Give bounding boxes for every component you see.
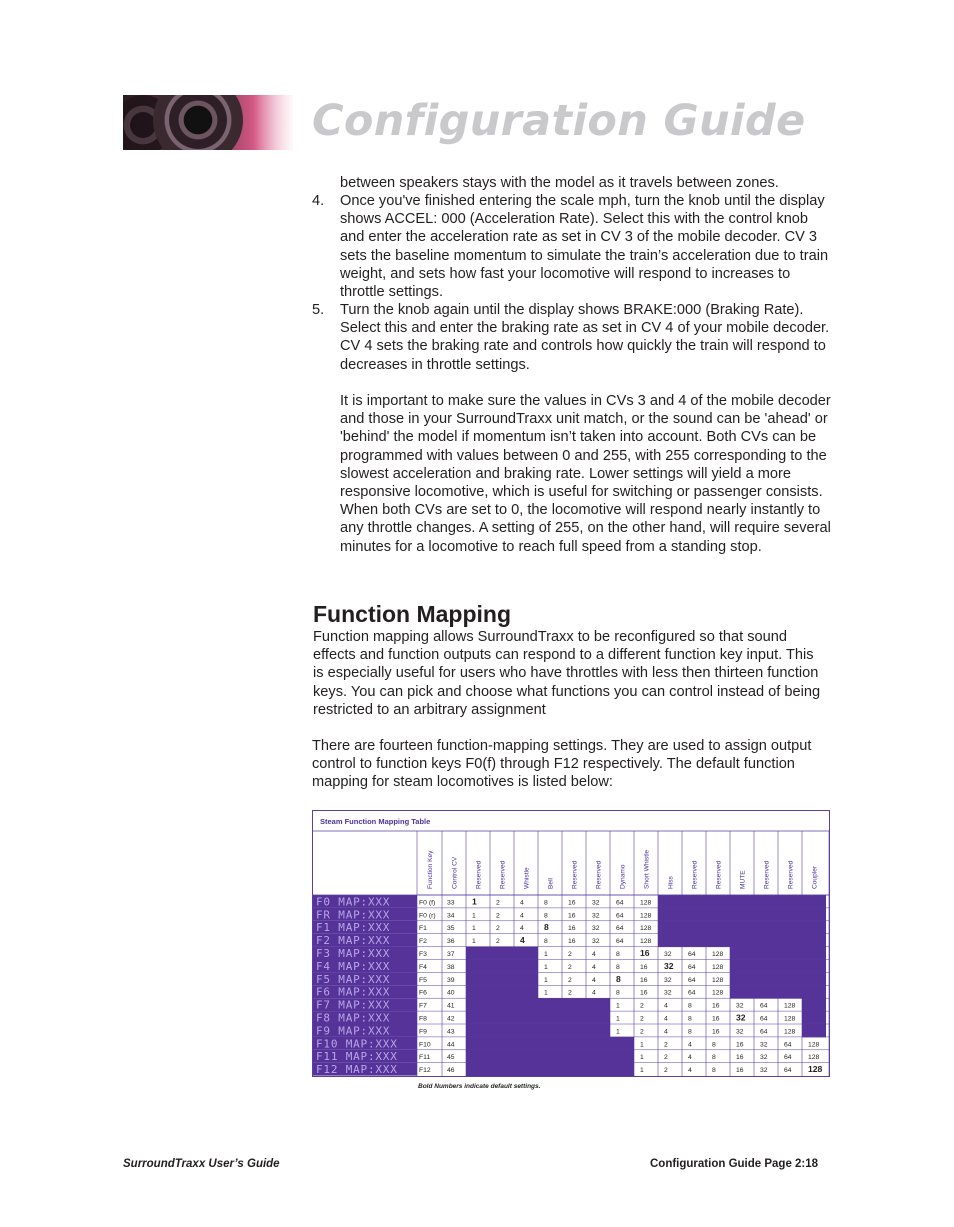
unused-cell [466,1050,490,1063]
unused-cell [706,908,730,921]
unused-cell [754,960,778,973]
lcd-display-text: F10 MAP:XXX [316,1037,398,1051]
lcd-display-text: F5 MAP:XXX [316,972,391,986]
unused-cell [562,1037,586,1050]
function-key-cell: F12 [419,1067,431,1075]
footer-page-number: Configuration Guide Page 2:18 [650,1158,819,1170]
bit-value-cell: 4 [664,1002,668,1010]
unused-cell [514,972,538,985]
bit-value-cell: 2 [568,989,572,997]
unused-cell [682,908,706,921]
bit-value-cell: 32 [760,1054,768,1062]
bit-value-cell: 16 [712,1002,720,1010]
unused-cell [514,1011,538,1024]
bit-value-cell: 64 [784,1041,792,1049]
bit-value-cell: 4 [592,963,596,971]
unused-cell [802,908,826,921]
bit-value-cell: 32 [664,951,672,958]
control-cv-cell: 45 [447,1054,455,1062]
bit-value-cell: 128 [808,1064,823,1075]
bit-value-cell: 16 [568,938,576,946]
bit-value-cell: 8 [544,938,548,946]
unused-cell [466,960,490,973]
bit-value-cell: 2 [640,1015,644,1023]
bit-value-cell: 1 [640,1041,644,1049]
unused-cell [730,947,754,960]
column-header-label: Whistle [523,867,531,889]
bit-value-cell: 2 [568,951,572,958]
control-cv-cell: 42 [447,1015,455,1023]
bit-value-cell: 128 [640,925,652,933]
column-header-label: Reserved [787,860,795,889]
column-header-label: Reserved [475,860,483,889]
unused-cell [514,985,538,998]
unused-cell [754,895,778,908]
bit-value-cell: 1 [544,976,548,984]
lcd-display-text: F1 MAP:XXX [316,921,391,935]
unused-cell [586,1037,610,1050]
bit-value-cell: 64 [688,951,696,958]
function-key-cell: F0 (r) [419,912,436,920]
unused-cell [538,1050,562,1063]
bit-value-cell: 8 [688,1028,692,1036]
function-key-cell: F2 [419,938,427,946]
control-cv-cell: 41 [447,1002,455,1010]
unused-cell [538,1024,562,1037]
bit-value-cell: 1 [616,1028,620,1036]
paragraph-function-mapping-settings: There are fourteen function-mapping settings. They are used to assign output control to function keys F0(f) through F12 respectively. The default function mapping for steam locomotives is listed below: [312,738,812,791]
unused-cell [490,1063,514,1076]
unused-cell [586,998,610,1011]
bit-value-cell: 64 [760,1002,768,1010]
bit-value-cell: 128 [712,963,724,971]
lcd-display-text: FR MAP:XXX [316,908,391,922]
unused-cell [514,947,538,960]
bit-value-cell: 8 [616,973,621,984]
bit-value-cell: 8 [616,951,620,958]
function-key-cell: F1 [419,925,427,933]
unused-cell [802,998,826,1011]
unused-cell [778,960,802,973]
bit-value-cell: 128 [712,976,724,984]
unused-cell [802,895,826,908]
bit-value-cell: 32 [592,925,600,933]
unused-cell [754,985,778,998]
unused-cell [490,972,514,985]
unused-cell [562,1063,586,1076]
control-cv-cell: 38 [447,963,455,971]
bit-value-cell: 16 [640,963,648,971]
function-key-cell: F3 [419,951,427,958]
function-key-cell: F9 [419,1028,427,1036]
unused-cell [802,1024,826,1037]
bit-value-cell: 32 [592,938,600,946]
function-key-cell: F8 [419,1015,427,1023]
control-cv-cell: 43 [447,1028,455,1036]
bit-value-cell: 64 [616,912,624,920]
control-cv-cell: 46 [447,1067,455,1075]
column-header-label: Bell [547,878,555,889]
bit-value-cell: 1 [640,1054,644,1062]
unused-cell [658,908,682,921]
unused-cell [466,1063,490,1076]
bit-value-cell: 32 [760,1067,768,1075]
bit-value-cell: 16 [640,976,648,984]
lcd-display-text: F0 MAP:XXX [316,895,391,909]
bit-value-cell: 8 [688,1015,692,1023]
control-cv-cell: 37 [447,951,455,958]
unused-cell [466,985,490,998]
unused-cell [754,921,778,934]
unused-cell [802,960,826,973]
bit-value-cell: 8 [688,1002,692,1010]
function-key-cell: F6 [419,989,427,997]
unused-cell [466,1037,490,1050]
column-header-label: Reserved [715,860,723,889]
column-header-label: MUTE [739,870,747,889]
paragraph-continued: between speakers stays with the model as it travels between zones. [340,175,779,191]
column-header-label: Control CV [451,856,459,889]
lcd-display-text: F12 MAP:XXX [316,1063,398,1076]
bit-value-cell: 32 [736,1012,746,1023]
bit-value-cell: 128 [808,1041,820,1049]
unused-cell [514,960,538,973]
unused-cell [490,960,514,973]
step-number: 5. [312,302,325,318]
unused-cell [802,947,826,960]
unused-cell [610,1037,634,1050]
unused-cell [802,934,826,947]
unused-cell [490,985,514,998]
unused-cell [778,985,802,998]
column-header-label: Function Key [427,850,434,889]
unused-cell [466,972,490,985]
unused-cell [778,895,802,908]
unused-cell [514,1024,538,1037]
bit-value-cell: 4 [520,925,524,933]
bit-value-cell: 4 [688,1041,692,1049]
unused-cell [466,998,490,1011]
unused-cell [754,908,778,921]
unused-cell [682,934,706,947]
bit-value-cell: 16 [712,1028,720,1036]
unused-cell [706,921,730,934]
unused-cell [802,921,826,934]
page-title: Configuration Guide [312,96,806,146]
step-text: Turn the knob again until the display shows BRAKE:000 (Braking Rate). Select this and enter the braking rate as set in CV 4 of your mobile decoder. CV 4 sets the braking rate and controls how quickly the train will respond to decreases in throttle settings. [340,302,830,373]
bit-value-cell: 32 [592,912,600,920]
bit-value-cell: 2 [664,1041,668,1049]
unused-cell [778,908,802,921]
unused-cell [538,1063,562,1076]
unused-cell [754,947,778,960]
bit-value-cell: 2 [640,1002,644,1010]
bit-value-cell: 16 [568,925,576,933]
bit-value-cell: 1 [472,912,476,920]
bit-value-cell: 16 [712,1015,720,1023]
bit-value-cell: 1 [544,989,548,997]
control-cv-cell: 39 [447,976,455,984]
control-cv-cell: 33 [447,899,455,907]
unused-cell [802,972,826,985]
unused-cell [610,1063,634,1076]
bit-value-cell: 16 [736,1041,744,1049]
bit-value-cell: 128 [712,951,724,958]
bit-value-cell: 4 [592,976,596,984]
bit-value-cell: 64 [616,925,624,933]
unused-cell [514,998,538,1011]
function-key-cell: F10 [419,1041,431,1049]
bit-value-cell: 4 [664,1028,668,1036]
lcd-display-text: F2 MAP:XXX [316,934,391,948]
bit-value-cell: 8 [712,1067,716,1075]
bit-value-cell: 2 [496,899,500,907]
bit-value-cell: 32 [664,960,674,971]
column-header-label: Reserved [691,860,699,889]
function-key-cell: F11 [419,1054,431,1062]
bit-value-cell: 4 [688,1067,692,1075]
bit-value-cell: 1 [640,1067,644,1075]
unused-cell [586,1024,610,1037]
bit-value-cell: 32 [592,899,600,907]
bit-value-cell: 4 [520,899,524,907]
lcd-display-text: F6 MAP:XXX [316,985,391,999]
lcd-display-text: F4 MAP:XXX [316,959,391,973]
lcd-display-text: F11 MAP:XXX [316,1050,398,1064]
bit-value-cell: 16 [736,1067,744,1075]
bit-value-cell: 16 [568,899,576,907]
unused-cell [610,1050,634,1063]
unused-cell [562,1024,586,1037]
control-cv-cell: 40 [447,989,455,997]
bit-value-cell: 2 [568,976,572,984]
unused-cell [706,895,730,908]
header-banner-image [123,95,293,150]
unused-cell [754,972,778,985]
unused-cell [514,1063,538,1076]
bit-value-cell: 128 [640,912,652,920]
bit-value-cell: 8 [544,899,548,907]
column-header-label: Hiss [667,876,675,889]
bit-value-cell: 4 [592,951,596,958]
bit-value-cell: 32 [736,1002,744,1010]
bit-value-cell: 4 [664,1015,668,1023]
paragraph-function-mapping-intro: Function mapping allows SurroundTraxx to be reconfigured so that sound effects and function outputs can respond to a different function key input. This is especially useful for users who have throttles with less then thirteen function keys. You can pick and choose what functions you can control instead of being restricted to an arbitrary assignment [313,629,821,718]
control-cv-cell: 34 [447,912,455,920]
bit-value-cell: 4 [592,989,596,997]
unused-cell [538,1037,562,1050]
unused-cell [730,921,754,934]
paragraph-momentum: It is important to make sure the values in CVs 3 and 4 of the mobile decoder and those in your SurroundTraxx unit match, or the sound can be 'ahead' or 'behind' the model if momentum isn’t taken into account. Both CVs can be programmed with values between 0 and 255, with 255 corresponding to the slowest acceleration and braking rate. Lower settings will yield a more responsive locomotive, which is useful for switching or passenger consists. When both CVs are set to 0, the locomotive will respond nearly instantly to any throttle changes. A setting of 255, on the other hand, will require several minutes for a locomotive to reach full speed from a standing stop. [340,393,831,555]
bit-value-cell: 1 [472,896,477,907]
unused-cell [514,1050,538,1063]
unused-cell [466,1024,490,1037]
bit-value-cell: 64 [784,1054,792,1062]
bit-value-cell: 32 [664,976,672,984]
unused-cell [586,1063,610,1076]
bit-value-cell: 32 [736,1028,744,1036]
unused-cell [778,921,802,934]
bit-value-cell: 4 [520,912,524,920]
unused-cell [778,972,802,985]
unused-cell [538,1011,562,1024]
unused-cell [490,1011,514,1024]
table-graphic [313,811,829,1076]
bit-value-cell: 1 [472,938,476,946]
unused-cell [682,921,706,934]
unused-cell [658,895,682,908]
control-cv-cell: 35 [447,925,455,933]
column-header-label: Reserved [595,860,603,889]
bit-value-cell: 1 [544,951,548,958]
bit-value-cell: 2 [664,1054,668,1062]
unused-cell [538,998,562,1011]
lcd-display-text: F7 MAP:XXX [316,998,391,1012]
unused-cell [490,1037,514,1050]
lcd-display-text: F3 MAP:XXX [316,947,391,960]
unused-cell [778,947,802,960]
unused-cell [682,895,706,908]
unused-cell [562,1011,586,1024]
unused-cell [730,960,754,973]
unused-cell [778,934,802,947]
section-heading: Function Mapping [313,601,512,627]
bit-value-cell: 1 [616,1002,620,1010]
control-cv-cell: 36 [447,938,455,946]
unused-cell [658,921,682,934]
column-header-label: Reserved [571,860,579,889]
bit-value-cell: 128 [712,989,724,997]
bit-value-cell: 128 [784,1015,796,1023]
bit-value-cell: 128 [640,899,652,907]
bit-value-cell: 128 [808,1054,820,1062]
bit-value-cell: 128 [784,1028,796,1036]
bit-value-cell: 64 [688,976,696,984]
unused-cell [466,947,490,960]
bit-value-cell: 64 [760,1028,768,1036]
unused-cell [586,1050,610,1063]
unused-cell [754,934,778,947]
column-header-label: Short Whistle [643,849,651,889]
step-text: Once you've finished entering the scale mph, turn the knob until the display shows ACCEL: 000 (Acceleration Rate). Select this with the control knob and enter the acceleration rate as set in CV 3 of the mobile decoder. CV 3 sets the baseline momentum to simulate the train’s acceleration due to train weight, and sets how fast your locomotive will respond to increases to throttle settings. [340,193,829,301]
bit-value-cell: 16 [736,1054,744,1062]
bit-value-cell: 2 [640,1028,644,1036]
bit-value-cell: 8 [616,989,620,997]
column-header-label: Dynamo [619,864,627,889]
step-number: 4. [312,193,325,209]
bit-value-cell: 32 [664,989,672,997]
lcd-display-text: F9 MAP:XXX [316,1024,391,1038]
bit-value-cell: 2 [664,1067,668,1075]
column-header-label: Reserved [763,860,771,889]
steam-function-mapping-table [312,810,830,1077]
lcd-display-text: F8 MAP:XXX [316,1011,391,1025]
table-title: Steam Function Mapping Table [320,817,431,826]
unused-cell [514,1037,538,1050]
bit-value-cell: 16 [640,948,650,958]
bit-value-cell: 64 [688,963,696,971]
bit-value-cell: 2 [496,938,500,946]
unused-cell [730,972,754,985]
table-caption: Bold Numbers indicate default settings. [418,1083,541,1090]
bit-value-cell: 2 [568,963,572,971]
bit-value-cell: 16 [640,989,648,997]
unused-cell [562,1050,586,1063]
function-key-cell: F0 (f) [419,899,436,907]
unused-cell [706,934,730,947]
bit-value-cell: 128 [784,1002,796,1010]
bit-value-cell: 64 [616,899,624,907]
bit-value-cell: 8 [712,1054,716,1062]
unused-cell [802,985,826,998]
unused-cell [730,908,754,921]
bit-value-cell: 1 [544,963,548,971]
bit-value-cell: 128 [640,938,652,946]
unused-cell [490,947,514,960]
footer-guide-name: SurroundTraxx User’s Guide [123,1158,280,1170]
bit-value-cell: 8 [544,912,548,920]
bit-value-cell: 1 [472,925,476,933]
unused-cell [802,1011,826,1024]
bit-value-cell: 4 [688,1054,692,1062]
function-key-cell: F5 [419,976,427,984]
unused-cell [490,1024,514,1037]
bit-value-cell: 64 [688,989,696,997]
function-key-cell: F7 [419,1002,427,1010]
unused-cell [730,895,754,908]
bit-value-cell: 64 [760,1015,768,1023]
bit-value-cell: 8 [616,963,620,971]
control-cv-cell: 44 [447,1041,455,1049]
unused-cell [730,985,754,998]
bit-value-cell: 2 [496,912,500,920]
bit-value-cell: 1 [616,1015,620,1023]
unused-cell [658,934,682,947]
unused-cell [730,934,754,947]
column-header-label: Coupler [811,865,819,889]
unused-cell [586,1011,610,1024]
bit-value-cell: 8 [712,1041,716,1049]
column-header-label: Reserved [499,860,507,889]
bit-value-cell: 64 [616,938,624,946]
bit-value-cell: 16 [568,912,576,920]
unused-cell [490,998,514,1011]
bit-value-cell: 2 [496,925,500,933]
bit-value-cell: 64 [784,1067,792,1075]
unused-cell [466,1011,490,1024]
bit-value-cell: 4 [520,935,525,946]
bit-value-cell: 32 [760,1041,768,1049]
unused-cell [562,998,586,1011]
bit-value-cell: 8 [544,922,549,933]
function-key-cell: F4 [419,963,427,971]
unused-cell [490,1050,514,1063]
